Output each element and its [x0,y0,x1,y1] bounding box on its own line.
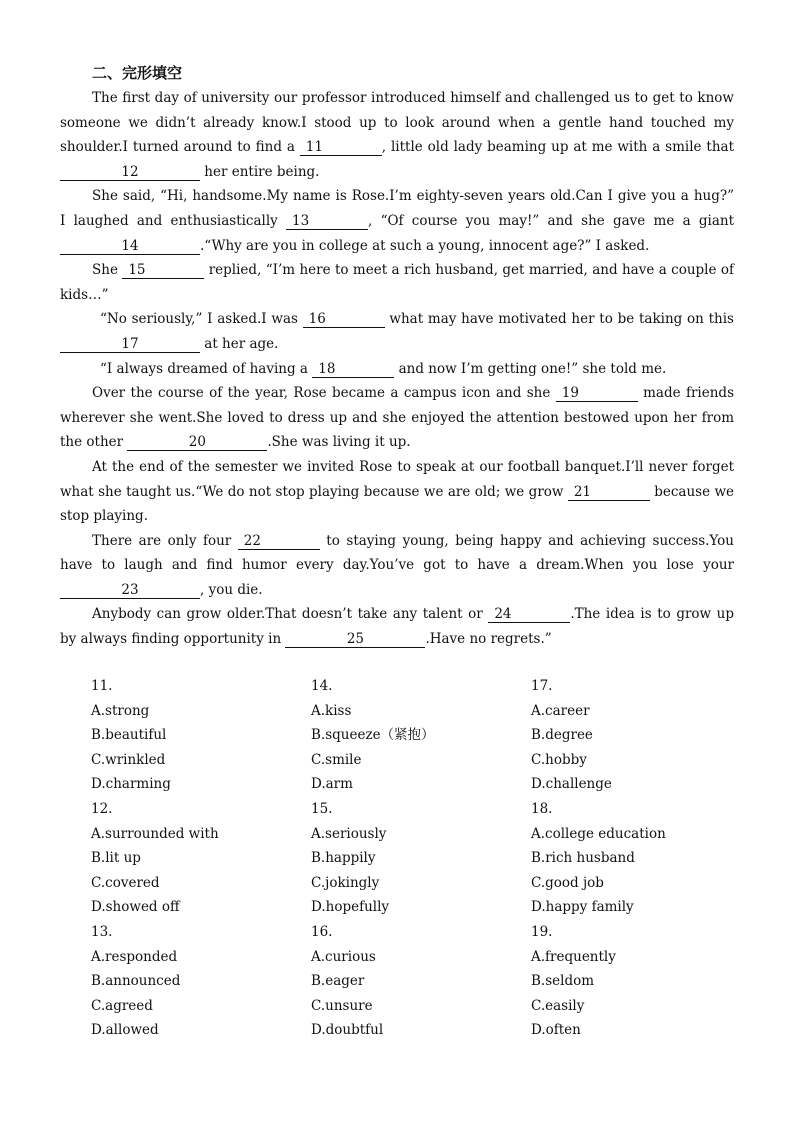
paragraph-9 [60,602,734,651]
blank-12: 12 [60,165,200,181]
option-d: D.arm [311,776,353,793]
option-b: B.squeeze（紧抱） [311,727,435,744]
options-row [91,920,751,1043]
blank-24: 24 [488,607,570,623]
option-c: C.unsure [311,997,373,1014]
paragraph-6 [60,381,734,455]
paragraph-1 [60,86,734,184]
option-d: D.hopefully [311,899,390,916]
question-number: 12. [91,800,113,817]
passage-text: “No seriously,” I asked.I was [100,311,303,328]
question-19 [531,920,751,1043]
option-b: B.lit up [91,850,141,867]
options-row [91,797,751,920]
passage-text: .She was living it up. [267,434,411,451]
option-a: A.kiss [311,702,352,719]
blank-11: 11 [300,140,382,156]
question-15 [311,797,531,920]
option-c: C.covered [91,874,160,891]
option-c: C.hobby [531,751,587,768]
option-b: B.beautiful [91,727,167,744]
question-number: 15. [311,800,333,817]
option-c: C.jokingly [311,874,380,891]
option-b: B.rich husband [531,850,635,867]
paragraph-3 [60,258,734,307]
question-13 [91,920,311,1043]
option-d: D.often [531,1022,581,1039]
option-d: D.doubtful [311,1022,384,1039]
paragraph-5 [60,357,734,382]
passage-text: what may have motivated her to be taking on this [384,311,734,328]
blank-17: 17 [60,337,200,353]
passage-text: “I always dreamed of having a [100,360,313,377]
question-number: 19. [531,923,553,940]
option-d: D.happy family [531,899,634,916]
option-a: A.career [531,702,590,719]
question-16 [311,920,531,1043]
paragraph-4 [60,307,734,356]
blank-16: 16 [303,312,385,328]
option-a: A.strong [91,702,150,719]
answer-options [91,674,751,1043]
passage-text: , you die. [200,581,263,598]
question-12 [91,797,311,920]
document-page [60,60,734,652]
option-b: B.degree [531,727,593,744]
option-a: A.college education [531,825,666,842]
question-17 [531,674,751,797]
passage-text: her entire being. [200,163,320,180]
passage-text: replied, “I’m here to meet a rich husband, get married, and have a couple of kids…” [60,262,734,303]
paragraph-7 [60,455,734,529]
blank-19: 19 [556,386,638,402]
passage-text: and now I’m getting one!” she told me. [394,360,667,377]
option-c: C.easily [531,997,585,1014]
blank-22: 22 [238,534,320,550]
passage-text: to staying young, being happy and achieving success.You have to laugh and find humor every day.You’ve got to have a dream.When you lose your [60,532,734,574]
passage-text: .The idea is to grow up by always finding opportunity in [60,606,734,648]
option-a: A.seriously [311,825,387,842]
option-c: C.agreed [91,997,153,1014]
passage-text: .Have no regrets.” [425,631,552,648]
passage-text: Over the course of the year, Rose became a campus icon and she [92,385,556,402]
passage-text: , “Of course you may!” and she gave me a giant [368,212,734,229]
question-11 [91,674,311,797]
passage-text: At the end of the semester we invited Rose to speak at our football banquet.I’ll never forget what she taught us.“We do not stop playing because we are old; we grow [60,458,734,500]
paragraph-8 [60,529,734,603]
option-b: B.happily [311,850,376,867]
passage-text: The first day of university our professor introduced himself and challenged us to get to know someone we didn’t already know.I stood up to look around when a gentle hand touched my shoulder.I turned around to find a [60,90,734,156]
blank-23: 23 [60,583,200,599]
passage-text: She [92,262,123,279]
option-a: A.curious [311,948,376,965]
option-c: C.wrinkled [91,751,166,768]
question-18 [531,797,751,920]
option-b: B.eager [311,973,365,990]
question-number: 11. [91,678,113,694]
option-a: A.responded [91,948,178,965]
question-number: 13. [91,923,113,940]
option-a: A.surrounded with [91,825,219,842]
option-c: C.good job [531,874,604,891]
passage-text: at her age. [200,335,279,352]
options-row [91,674,751,797]
option-d: D.allowed [91,1022,159,1039]
cloze-passage [60,86,734,652]
passage-text: , little old lady beaming up at me with a smile that [381,139,734,156]
question-number: 17. [531,678,553,694]
blank-20: 20 [127,435,267,451]
paragraph-2 [60,184,734,258]
option-d: D.showed off [91,899,180,916]
option-b: B.seldom [531,973,595,990]
passage-text: She said, “Hi, handsome.My name is Rose.I’m eighty-seven years old.Can I give you a hug?” I laughed and enthusiastically [60,188,734,229]
blank-21: 21 [568,485,650,501]
passage-text: because we stop playing. [60,483,735,525]
option-c: C.smile [311,751,362,768]
passage-text: .“Why are you in college at such a young, innocent age?” I asked. [200,237,650,254]
blank-18: 18 [312,362,394,378]
blank-25: 25 [285,632,425,648]
blank-14: 14 [60,239,200,255]
passage-text: made friends wherever she went.She loved to dress up and she enjoyed the attention bestowed upon her from the other [60,385,734,451]
question-14 [311,674,531,797]
question-number: 14. [311,678,333,694]
option-d: D.challenge [531,776,612,793]
question-number: 18. [531,800,553,817]
blank-13: 13 [286,214,368,230]
option-d: D.charming [91,776,171,793]
passage-text: Anybody can grow older.That doesn’t take any talent or [92,606,489,623]
question-number: 16. [311,923,333,940]
section-title: 二、完形填空 [92,64,183,82]
passage-text: There are only four [92,532,238,549]
option-b: B.announced [91,973,181,990]
blank-15: 15 [122,263,204,279]
option-a: A.frequently [531,948,616,965]
